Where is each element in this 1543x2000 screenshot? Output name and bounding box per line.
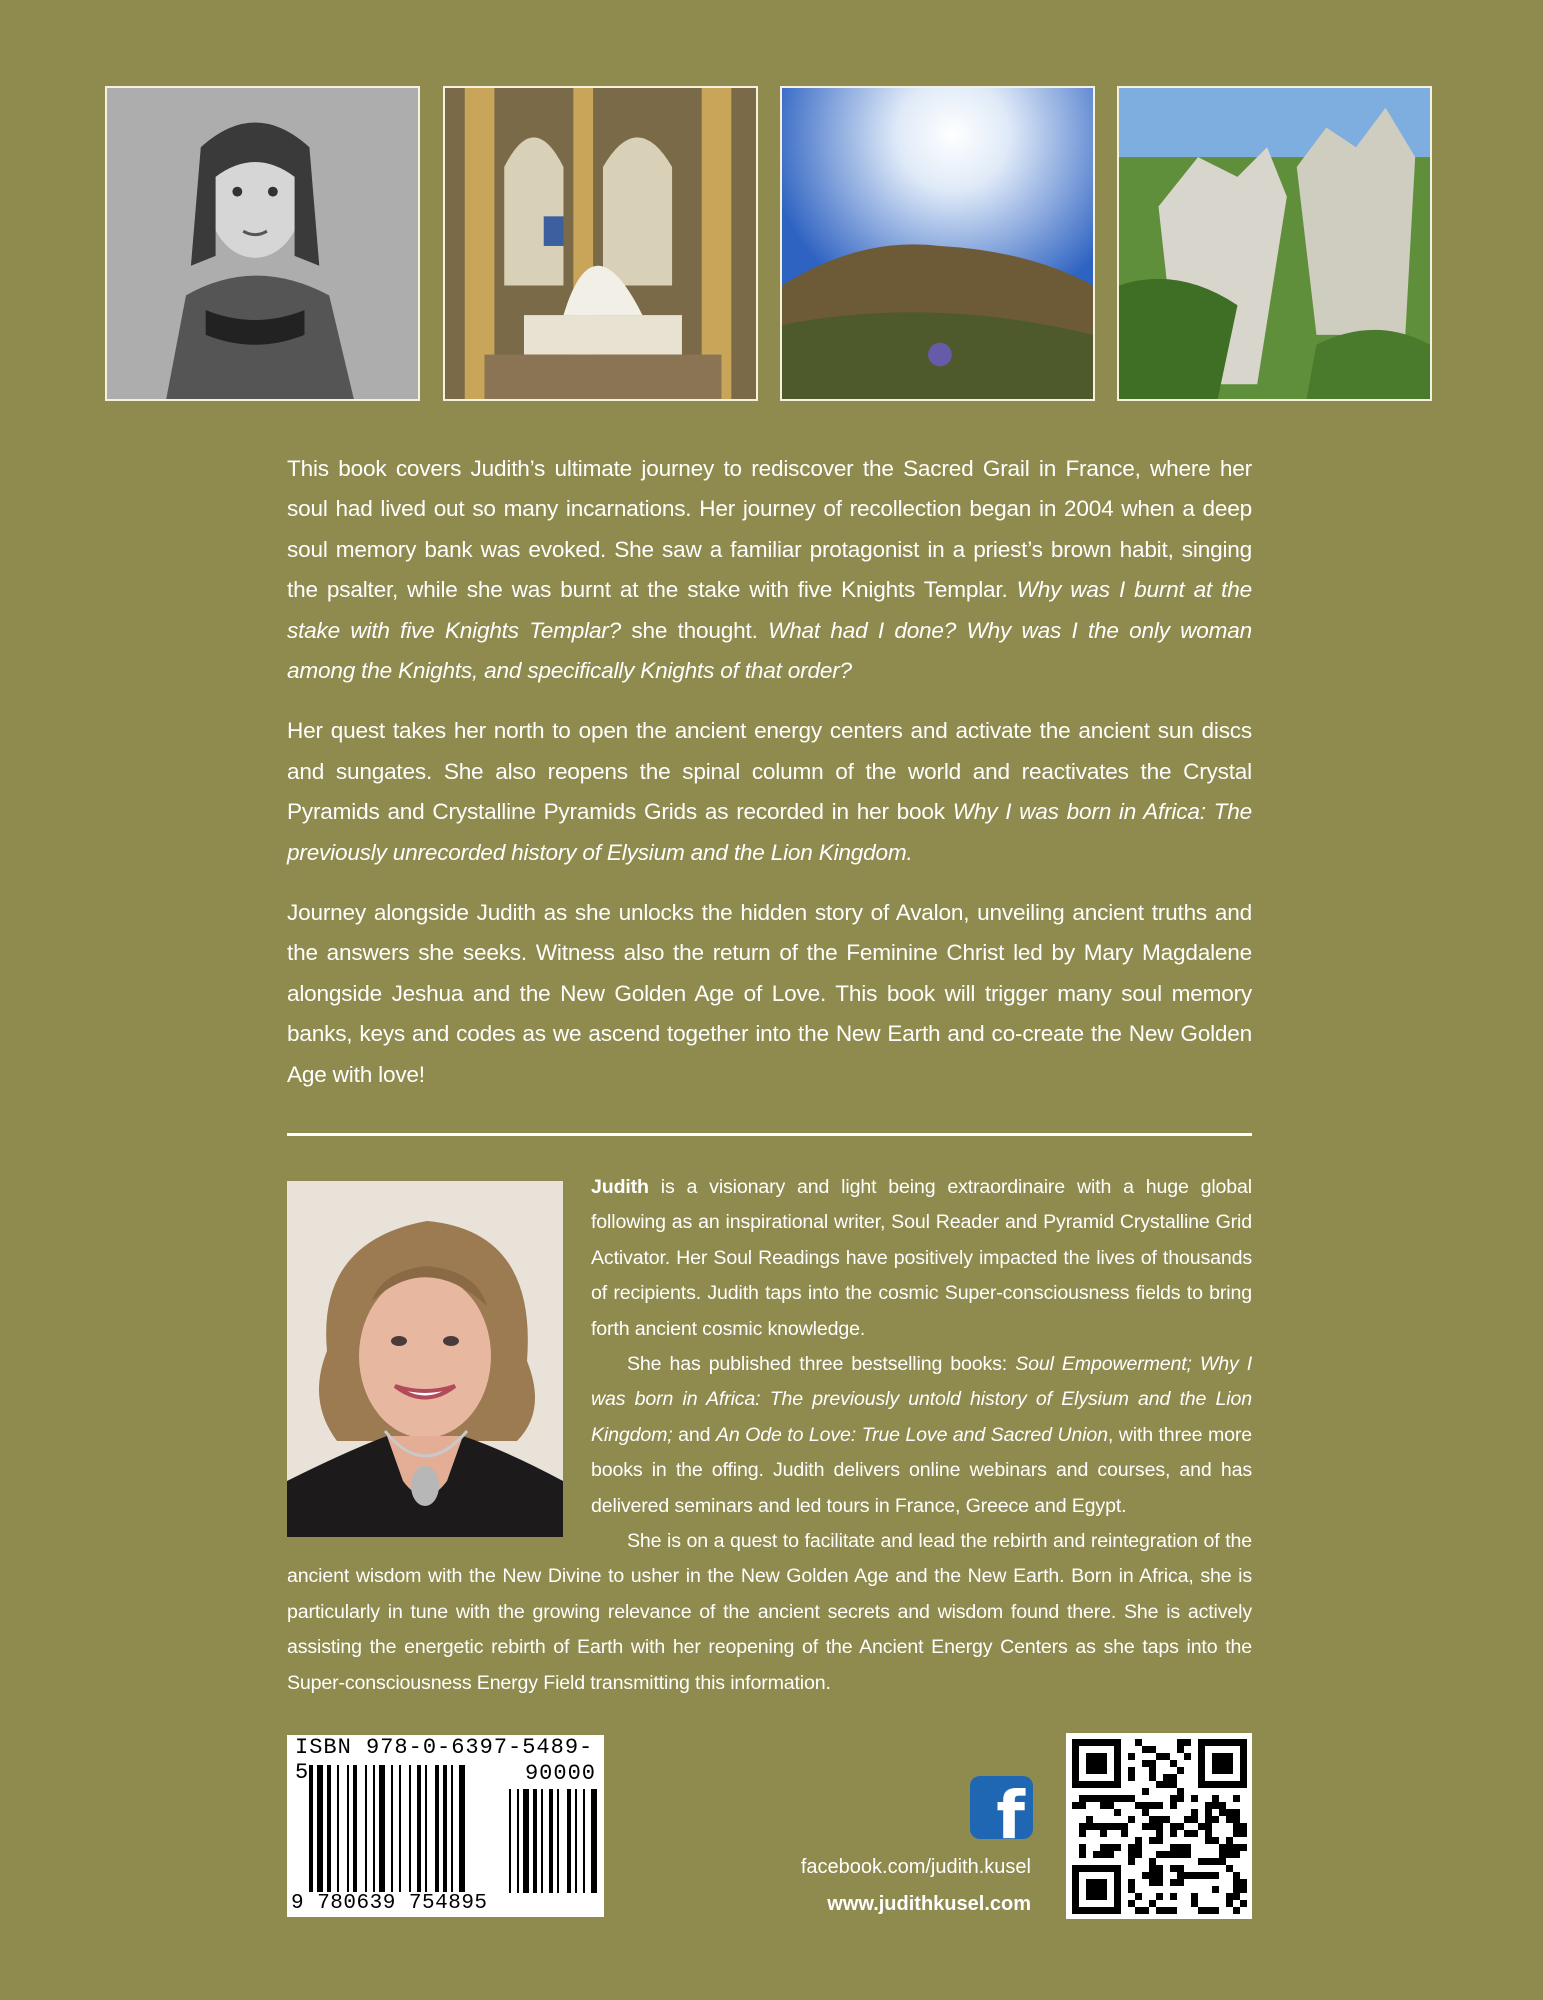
book-description: [287, 449, 1252, 1115]
description-paragraph-3: Journey alongside Judith as she unlocks the hidden story of Avalon, unveiling ancient truths and the answers she seeks. Witness also the return of the Feminine Christ led by Mary Magdalene alongside Jeshua and the New Golden Age of Love. This book will trigger many soul memory banks, keys and codes as we ascend together into the New Earth and co-create the New Golden Age with love!: [287, 900, 1252, 1087]
description-paragraph-2: Her quest takes her north to open the ancient energy centers and activate the ancient sun discs and sungates. She also reopens the spinal column of the world and reactivates the Crystal Pyramids and Crystalline Pyramids Grids as recorded in her book Why I was born in Africa: The previously unrecorded history of Elysium and the Lion Kingdom.: [287, 718, 1253, 865]
photo-rocky-cliffs: [1117, 86, 1432, 401]
photo-engraving-portrait: [105, 86, 420, 401]
author-bio: [287, 1170, 1252, 1701]
bio-paragraph-1: Judith is a visionary and light being extraordinaire with a huge global following as an inspirational writer, Soul Reader and Pyramid Crystalline Grid Activator. Her Soul Readings have positively impacted the lives of thousands of recipients. Judith taps into the cosmic Super-consciousness fields to bring forth ancient cosmic knowledge.: [591, 1176, 1253, 1340]
isbn-label: ISBN 978-0-6397-5489-5: [295, 1735, 594, 1785]
photo-sun-over-hills: [780, 86, 1095, 401]
qr-code-pattern: [1066, 1733, 1252, 1919]
facebook-link[interactable]: facebook.com/judith.kusel: [800, 1856, 1031, 1878]
price-code: 90000: [524, 1761, 596, 1786]
qr-code[interactable]: [1066, 1733, 1252, 1919]
website-link[interactable]: www.judithkusel.com: [827, 1893, 1031, 1915]
isbn-barcode: [287, 1735, 604, 1917]
description-paragraph-1: This book covers Judith’s ultimate journey to rediscover the Sacred Grail in France, where her soul had lived out so many incarnations. Her journey of recollection began in 2004 when a deep soul memory bank was evoked. She saw a familiar protagonist in a priest’s brown habit, singing the psalter, while she was burnt at the stake with five Knights Templar. Why was I burnt at the stake with five Knights Templar? she thought. What had I done? Why was I the only woman among the Knights, and specifically Knights of that order?: [287, 456, 1253, 684]
bio-paragraph-3: She is on a quest to facilitate and lead the rebirth and reintegration of the ancient wisdom with the New Divine to usher in the New Golden Age and the New Earth. Born in Africa, she is particularly in tune with the growing relevance of the ancient secrets and wisdom found there. She is actively assisting the energetic rebirth of Earth with her reopening of the Ancient Energy Centers as she taps into the Super-consciousness Energy Field transmitting this information.: [287, 1530, 1252, 1694]
photo-cathedral-altar: [443, 86, 758, 401]
bio-paragraph-2: She has published three bestselling books: Soul Empowerment; Why I was born in Africa: The previously untold history of Elysium and the Lion Kingdom; and An Ode to Love: True Love and Sacred Union, with three more books in the offing. Judith delivers online webinars and courses, and has delivered seminars and led tours in France, Greece and Egypt.: [591, 1353, 1252, 1517]
facebook-icon[interactable]: f: [970, 1776, 1033, 1839]
barcode-digits: 9 780639 754895: [291, 1892, 491, 1915]
section-divider: [287, 1133, 1252, 1136]
